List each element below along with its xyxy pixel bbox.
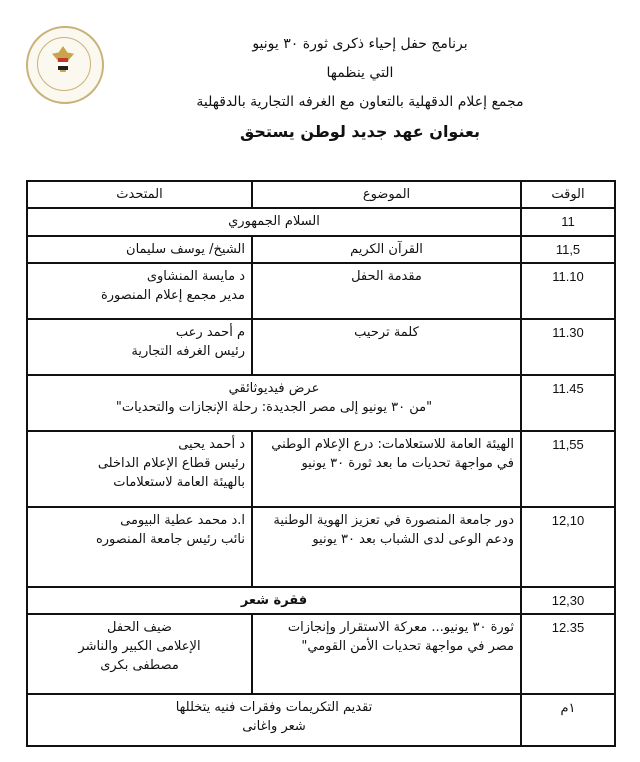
table-row xyxy=(27,587,615,614)
column-header-time: الوقت xyxy=(521,181,615,208)
table-row xyxy=(27,208,615,236)
topic-line-1: عرض فيديوثائقي xyxy=(228,381,320,396)
row-merged-topic xyxy=(27,694,521,746)
row-merged-topic: السلام الجمهوري xyxy=(27,208,521,236)
speaker-name: د أحمد يحيى xyxy=(178,437,245,452)
speaker-title: رئيس الغرفه التجارية xyxy=(131,344,245,359)
speaker-title-2: بالهيئة العامة لاستعلامات xyxy=(113,475,245,490)
row-speaker: الشيخ/ يوسف سليمان xyxy=(27,236,252,263)
speaker-title-2: الإعلامى الكبير والناشر xyxy=(78,639,201,654)
table-row xyxy=(27,263,615,319)
row-time: 11.10 xyxy=(521,263,615,319)
topic-line-2: شعر واغانى xyxy=(242,719,306,734)
table-row xyxy=(27,507,615,587)
row-merged-topic xyxy=(27,375,521,431)
speaker-title: ضيف الحفل xyxy=(107,620,172,635)
row-topic: ثورة ٣٠ يونيو... معركة الاستقرار وإنجازات مصر في مواجهة تحديات الأمن القومي" xyxy=(252,614,521,694)
row-speaker xyxy=(27,319,252,375)
header-line-1: برنامج حفل إحياء ذكرى ثورة ٣٠ يونيو xyxy=(252,36,468,52)
row-topic: القرآن الكريم xyxy=(252,236,521,263)
document-header xyxy=(100,30,620,147)
row-speaker xyxy=(27,614,252,694)
speaker-name: م أحمد رعب xyxy=(175,325,245,340)
row-time: 12,30 xyxy=(521,587,615,614)
row-time: 12,10 xyxy=(521,507,615,587)
row-merged-topic: فقرة شعر xyxy=(27,587,521,614)
row-time: 11 xyxy=(521,208,615,236)
row-speaker xyxy=(27,263,252,319)
topic-line-2: "من ٣٠ يونيو إلى مصر الجديدة: رحلة الإنجازات والتحديات" xyxy=(115,400,433,415)
table-row xyxy=(27,431,615,507)
row-speaker xyxy=(27,507,252,587)
table-row xyxy=(27,375,615,431)
row-topic: دور جامعة المنصورة في تعزيز الهوية الوطنية ودعم الوعى لدى الشباب بعد ٣٠ يونيو xyxy=(252,507,521,587)
row-time: 11,5 xyxy=(521,236,615,263)
program-title: بعنوان عهد جديد لوطن يستحق xyxy=(239,122,481,141)
speaker-title: مدير مجمع إعلام المنصورة xyxy=(100,288,245,303)
header-line-2: التي ينظمها xyxy=(326,65,394,81)
table-row xyxy=(27,614,615,694)
row-topic: كلمة ترحيب xyxy=(252,319,521,375)
row-time: 11,55 xyxy=(521,431,615,507)
ministry-seal-icon xyxy=(26,26,104,104)
speaker-name: د مايسة المنشاوى xyxy=(146,269,245,284)
table-row xyxy=(27,236,615,263)
row-time: 12.35 xyxy=(521,614,615,694)
row-time: 11.30 xyxy=(521,319,615,375)
row-time: ١م xyxy=(521,694,615,746)
speaker-name: ا.د محمد عطية البيومى xyxy=(120,513,245,528)
speaker-name: مصطفى بكرى xyxy=(100,658,179,673)
column-header-topic: الموضوع xyxy=(252,181,521,208)
row-topic: الهيئة العامة للاستعلامات: درع الإعلام الوطني في مواجهة تحديات ما بعد ثورة ٣٠ يونيو xyxy=(252,431,521,507)
topic-line-1: تقديم التكريمات وفقرات فنيه يتخللها xyxy=(175,700,373,715)
table-row xyxy=(27,694,615,746)
row-time: 11.45 xyxy=(521,375,615,431)
header-line-3: مجمع إعلام الدقهلية بالتعاون مع الغرفه التجارية بالدقهلية xyxy=(196,94,524,110)
table-header-row xyxy=(27,181,615,208)
row-speaker xyxy=(27,431,252,507)
speaker-title: نائب رئيس جامعة المنصوره xyxy=(95,532,245,547)
table-row xyxy=(27,319,615,375)
row-topic: مقدمة الحفل xyxy=(252,263,521,319)
column-header-speaker: المتحدث xyxy=(27,181,252,208)
program-table xyxy=(26,180,616,747)
speaker-title: رئيس قطاع الإعلام الداخلى xyxy=(97,456,245,471)
